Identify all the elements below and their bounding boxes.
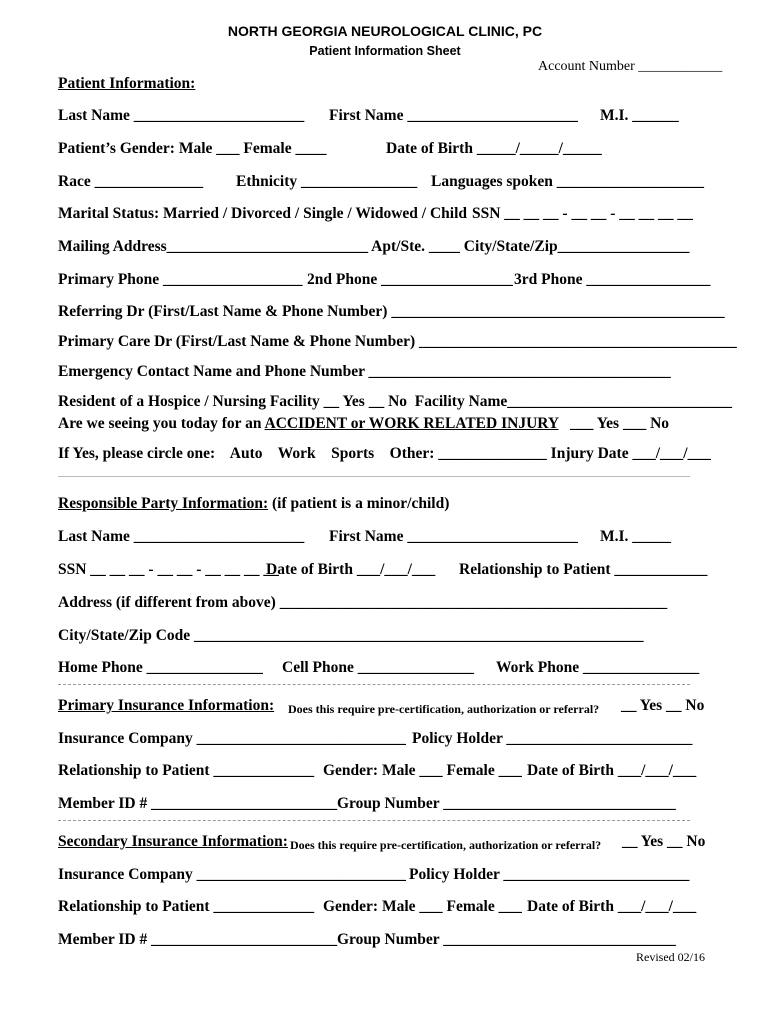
ethnicity-field[interactable]: Ethnicity _______________ — [236, 173, 418, 190]
rp-dob-field[interactable]: Date of Birth ___/___/___ — [266, 561, 436, 578]
clinic-title: NORTH GEORGIA NEUROLOGICAL CLINIC, PC — [227, 23, 543, 39]
rp-city-field[interactable]: City/State/Zip Code __________________________________________________________ — [58, 627, 644, 644]
section-divider — [58, 476, 690, 477]
race-field[interactable]: Race ______________ — [58, 173, 204, 190]
secondary-relationship-field[interactable]: Relationship to Patient _____________ — [58, 898, 315, 915]
rp-first-name-field[interactable]: First Name ______________________ — [329, 528, 578, 545]
accident-prefix: Are we seeing you today for an — [58, 415, 265, 432]
responsible-heading: Responsible Party Information: — [58, 495, 269, 512]
marital-status-field[interactable]: Marital Status: Married / Divorced / Single / Widowed / Child — [58, 205, 468, 222]
secondary-member-id-field[interactable]: Member ID # ________________________ — [58, 931, 338, 948]
responsible-section-title — [58, 495, 449, 513]
primary-phone-field[interactable]: Primary Phone __________________ — [58, 271, 303, 288]
patient-mi-field[interactable]: M.I. ______ — [600, 107, 679, 124]
responsible-note: (if patient is a minor/child) — [268, 495, 450, 512]
rp-ssn-field[interactable]: SSN __ __ __ - __ __ - __ __ __ __ — [58, 561, 279, 578]
sheet-subtitle: Patient Information Sheet — [309, 44, 461, 58]
secondary-gender-field[interactable]: Gender: Male ___ Female ___ — [323, 898, 522, 915]
secondary-dob-field[interactable]: Date of Birth ___/___/___ — [527, 898, 697, 915]
account-number-field[interactable]: Account Number ____________ — [538, 59, 723, 74]
rp-address-field[interactable]: Address (if different from above) __________________________________________________ — [58, 594, 668, 611]
patient-last-name-field[interactable]: Last Name ______________________ — [58, 107, 305, 124]
third-phone-field[interactable]: 3rd Phone ________________ — [514, 271, 711, 288]
secondary-group-number-field[interactable]: Group Number ______________________________ — [337, 931, 676, 948]
emergency-contact-field[interactable]: Emergency Contact Name and Phone Number _______________________________________ — [58, 363, 671, 380]
section-divider — [58, 684, 690, 685]
patient-section-title: Patient Information: — [58, 75, 196, 92]
secondary-ins-title: Secondary Insurance Information: — [58, 833, 288, 850]
patient-first-name-field[interactable]: First Name ______________________ — [329, 107, 578, 124]
rp-mi-field[interactable]: M.I. _____ — [600, 528, 672, 545]
rp-last-name-field[interactable]: Last Name ______________________ — [58, 528, 305, 545]
accident-emphasis: ACCIDENT or WORK RELATED INJURY — [264, 415, 559, 432]
primary-care-dr-field[interactable]: Primary Care Dr (First/Last Name & Phone Number) _________________________________________ — [58, 333, 737, 350]
section-divider — [58, 820, 690, 821]
primary-group-number-field[interactable]: Group Number ______________________________ — [337, 795, 676, 812]
secondary-ins-question: Does this require pre-certification, authorization or referral? — [290, 838, 602, 852]
languages-field[interactable]: Languages spoken ___________________ — [431, 173, 705, 190]
primary-policy-holder-field[interactable]: Policy Holder ________________________ — [412, 730, 693, 747]
secondary-ins-company-field[interactable]: Insurance Company ___________________________ — [58, 866, 406, 883]
primary-member-id-field[interactable]: Member ID # ________________________ — [58, 795, 338, 812]
revision-note: Revised 02/16 — [636, 950, 705, 964]
mailing-address-field[interactable]: Mailing Address__________________________ Apt/Ste. ____ City/State/Zip_________________ — [58, 238, 690, 255]
secondary-ins-answer[interactable]: __ Yes __ No — [622, 833, 706, 850]
primary-dob-field[interactable]: Date of Birth ___/___/___ — [527, 762, 697, 779]
accident-answer[interactable]: ___ Yes ___ No — [558, 415, 670, 432]
injury-type-field[interactable]: If Yes, please circle one: Auto Work Sports Other: ______________ Injury Date ___/___/___ — [58, 445, 711, 462]
primary-ins-company-field[interactable]: Insurance Company ___________________________ — [58, 730, 406, 747]
referring-dr-field[interactable]: Referring Dr (First/Last Name & Phone Number) ___________________________________________ — [58, 303, 725, 320]
patient-gender-field[interactable]: Patient’s Gender: Male ___ Female ____ — [58, 140, 327, 157]
primary-gender-field[interactable]: Gender: Male ___ Female ___ — [323, 762, 522, 779]
patient-dob-field[interactable]: Date of Birth _____/_____/_____ — [386, 140, 602, 157]
hospice-field[interactable]: Resident of a Hospice / Nursing Facility __ Yes __ No Facility Name_____________________________ — [58, 393, 733, 410]
primary-ins-question: Does this require pre-certification, authorization or referral? — [288, 702, 600, 716]
home-phone-field[interactable]: Home Phone _______________ — [58, 659, 263, 676]
work-phone-field[interactable]: Work Phone _______________ — [496, 659, 700, 676]
primary-ins-title: Primary Insurance Information: — [58, 697, 275, 714]
cell-phone-field[interactable]: Cell Phone _______________ — [282, 659, 475, 676]
patient-ssn-field[interactable]: SSN __ __ __ - __ __ - __ __ __ __ — [472, 205, 693, 222]
rp-relationship-field[interactable]: Relationship to Patient ____________ — [459, 561, 708, 578]
primary-ins-answer[interactable]: __ Yes __ No — [621, 697, 705, 714]
second-phone-field[interactable]: 2nd Phone _________________ — [307, 271, 513, 288]
primary-relationship-field[interactable]: Relationship to Patient _____________ — [58, 762, 315, 779]
secondary-policy-holder-field[interactable]: Policy Holder ________________________ — [409, 866, 690, 883]
accident-question[interactable] — [58, 415, 669, 433]
